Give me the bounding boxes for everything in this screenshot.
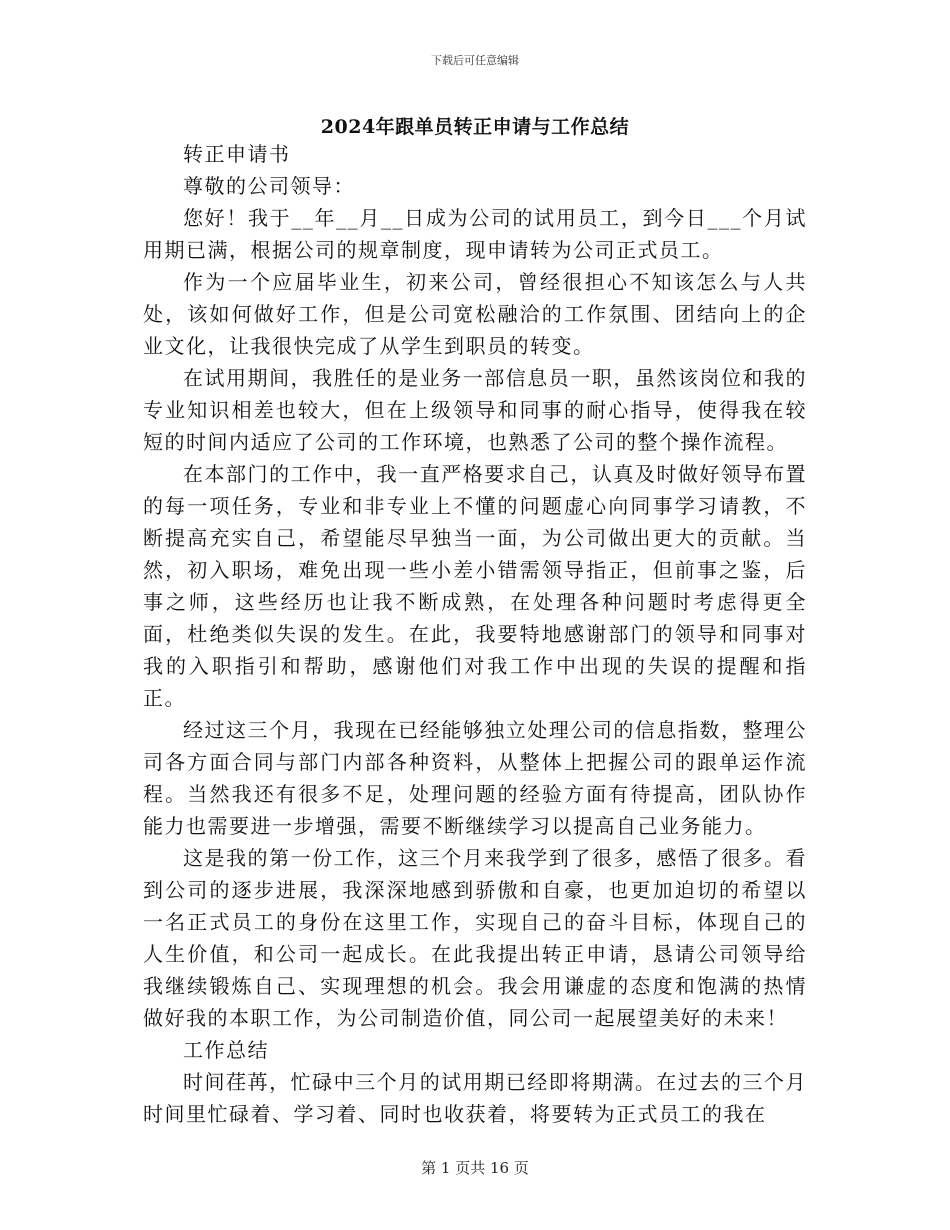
page-number: 第 1 页共 16 页: [421, 1159, 529, 1177]
paragraph-progress: 经过这三个月，我现在已经能够独立处理公司的信息指数，整理公司各方面合同与部门内部各种资料，从整体上把握公司的跟单运作流程。当然我还有很多不足，处理问题的经验方面有待提高，团队协作能力也需要进一步增强，需要不断继续学习以提高自己业务能力。: [143, 718, 807, 838]
section-heading-summary: 工作总结: [183, 1038, 269, 1062]
paragraph-department-work: 在本部门的工作中，我一直严格要求自己，认真及时做好领导布置的每一项任务，专业和非专业上不懂的问题虚心向同事学习请教，不断提高充实自己，希望能尽早独当一面，为公司做出更大的贡献。当然，初入职场，难免出现一些小差小错需领导指正，但前事之鉴，后事之师，这些经历也让我不断成熟，在处理各种问题时考虑得更全面，杜绝类似失误的发生。在此，我要特地感谢部门的领导和同事对我的入职指引和帮助，感谢他们对我工作中出现的失误的提醒和指正。: [143, 462, 807, 710]
paragraph-summary-start: 时间荏苒，忙碌中三个月的试用期已经即将期满。在过去的三个月时间里忙碌着、学习着、同时也收获着，将要转为正式员工的我在: [143, 1070, 807, 1126]
document-body: [143, 138, 807, 1130]
header-note: 下载后可任意编辑: [431, 54, 519, 67]
paragraph-intro: 作为一个应届毕业生，初来公司，曾经很担心不知该怎么与人共处，该如何做好工作，但是公司宽松融洽的工作氛围、团结向上的企业文化，让我很快完成了从学生到职员的转变。: [143, 270, 807, 358]
salutation: 尊敬的公司领导：: [183, 174, 355, 198]
paragraph-greeting: 您好！我于__年__月__日成为公司的试用员工，到今日___个月试用期已满，根据公司的规章制度，现申请转为公司正式员工。: [143, 206, 807, 262]
paragraph-request: 这是我的第一份工作，这三个月来我学到了很多，感悟了很多。看到公司的逐步进展，我深深地感到骄傲和自豪，也更加迫切的希望以一名正式员工的身份在这里工作，实现自己的奋斗目标，体现自己的人生价值，和公司一起成长。在此我提出转正申请，恳请公司领导给我继续锻炼自己、实现理想的机会。我会用谦虚的态度和饱满的热情做好我的本职工作，为公司制造价值，同公司一起展望美好的未来！: [143, 846, 807, 1030]
paragraph-probation: 在试用期间，我胜任的是业务一部信息员一职，虽然该岗位和我的专业知识相差也较大，但在上级领导和同事的耐心指导，使得我在较短的时间内适应了公司的工作环境，也熟悉了公司的整个操作流程。: [143, 366, 807, 454]
document-title: 2024年跟单员转正申请与工作总结: [320, 116, 630, 138]
section-heading-application: 转正申请书: [183, 142, 291, 166]
